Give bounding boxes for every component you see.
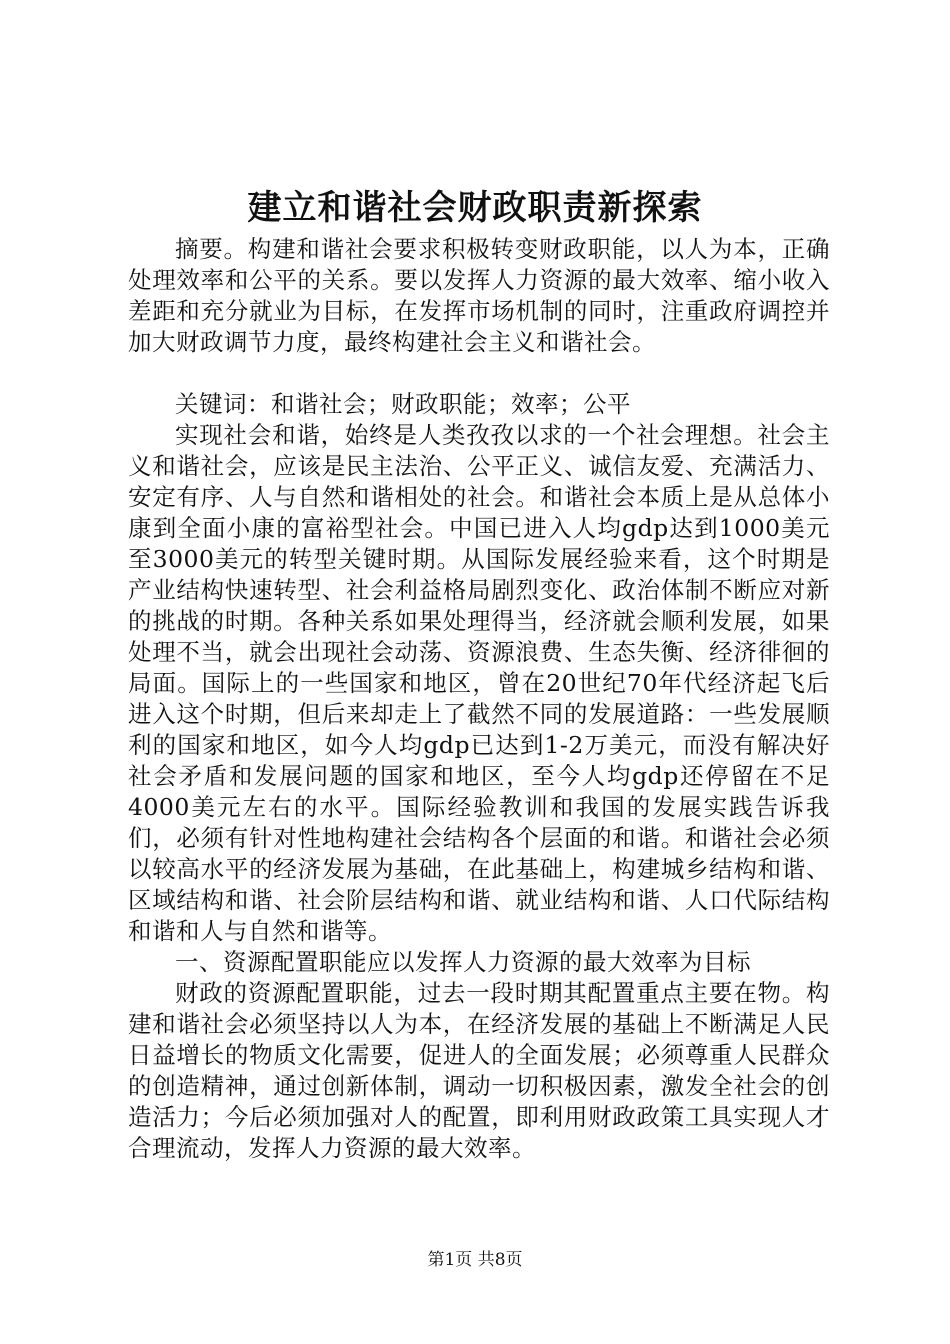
body-paragraph: 实现社会和谐，始终是人类孜孜以求的一个社会理想。社会主义和谐社会，应该是民主法治、公平正义、诚信友爱、充满活力、安定有序、人与自然和谐相处的社会。和谐社会本质上是从总体小康到全面小康的富裕型社会。中国已进入人均gdp达到1000美元至3000美元的转型关键时期。从国际发展经验来看，这个时期是产业结构快速转型、社会利益格局剧烈变化、政治体制不断应对新的挑战的时期。各种关系如果处理得当，经济就会顺利发展，如果处理不当，就会出现社会动荡、资源浪费、生态失衡、经济徘徊的局面。国际上的一些国家和地区，曾在20世纪70年代经济起飞后进入这个时期，但后来却走上了截然不同的发展道路：一些发展顺利的国家和地区，如今人均gdp已达到1-2万美元，而没有解决好社会矛盾和发展问题的国家和地区，至今人均gdp还停留在不足4000美元左右的水平。国际经验教训和我国的发展实践告诉我们，必须有针对性地构建社会结构各个层面的和谐。和谐社会必须以较高水平的经济发展为基础，在此基础上，构建城乡结构和谐、区域结构和谐、社会阶层结构和谐、就业结构和谐、人口代际结构和谐和人与自然和谐等。 — [128, 421, 830, 945]
body-paragraph: 财政的资源配置职能，过去一段时期其配置重点主要在物。构建和谐社会必须坚持以人为本，在经济发展的基础上不断满足人民日益增长的物质文化需要，促进人的全面发展；必须尊重人民群众的创造精神，通过创新体制，调动一切积极因素，激发全社会的创造活力；今后必须加强对人的配置，即利用财政政策工具实现人才合理流动，发挥人力资源的最大效率。 — [128, 979, 830, 1162]
section-heading: 一、资源配置职能应以发挥人力资源的最大效率为目标 — [175, 948, 751, 976]
page-title: 建立和谐社会财政职责新探索 — [247, 188, 703, 228]
abstract-paragraph: 摘要。构建和谐社会要求积极转变财政职能，以人为本，正确处理效率和公平的关系。要以发挥人力资源的最大效率、缩小收入差距和充分就业为目标，在发挥市场机制的同时，注重政府调控并加大财政调节力度，最终构建社会主义和谐社会。 — [128, 235, 830, 356]
paragraph-gap — [128, 358, 830, 389]
keywords-line: 关键词：和谐社会；财政职能；效率；公平 — [175, 390, 631, 418]
page-footer: 第1页 共8页 — [427, 1250, 523, 1270]
document-body — [128, 234, 830, 1164]
